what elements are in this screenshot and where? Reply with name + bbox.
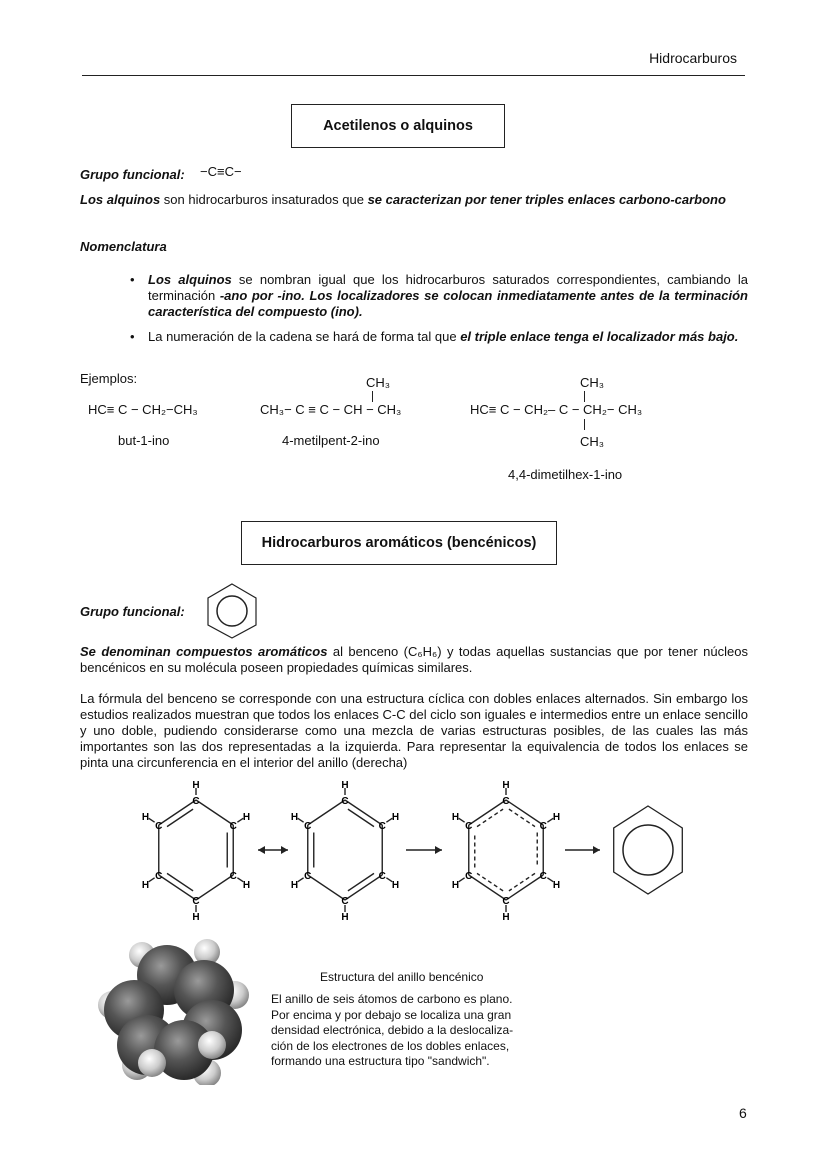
page-number: 6 xyxy=(739,1105,747,1121)
c-h-bond xyxy=(459,818,465,822)
hydrogen-atom-label: H xyxy=(242,812,251,824)
hydrogen-atom-label: H xyxy=(341,780,349,791)
bullet-icon: • xyxy=(130,272,135,287)
bond-line xyxy=(469,875,506,900)
hydrogen-atom-label: H xyxy=(192,780,200,791)
hydrogen-atom-label: H xyxy=(451,879,460,891)
emphasis: se caracterizan por tener triples enlaces carbono-carbono xyxy=(367,192,726,207)
arrowhead xyxy=(281,846,288,854)
bond-line xyxy=(584,419,585,430)
carbon-atom-label: C xyxy=(229,821,237,832)
bond-line xyxy=(308,800,345,825)
hydrogen-atom-label: H xyxy=(141,879,150,891)
figure-description xyxy=(271,992,513,1070)
carbon-atom-label: C xyxy=(341,796,349,807)
alquinos-definition xyxy=(80,192,748,208)
example-2-formula: CH₃− C ≡ C − CH − CH₃ xyxy=(260,402,402,417)
carbon-atom-label: C xyxy=(539,821,547,832)
hydrogen-atom-label: H xyxy=(141,812,150,824)
bond-line xyxy=(506,875,543,900)
description-line: Por encima y por debajo se localiza una gran xyxy=(271,1007,512,1022)
bond-line xyxy=(506,800,543,825)
emphasis: Los alquinos xyxy=(80,192,161,207)
carbon-atom-label: C xyxy=(155,821,163,832)
benzene-resonance-diagram xyxy=(0,775,828,935)
carbon-atom-label: C xyxy=(155,871,163,882)
c-h-bond xyxy=(298,818,304,822)
hydrogen-atom-label: H xyxy=(290,812,299,824)
carbon-atom-label: C xyxy=(378,821,386,832)
inner-bond-line xyxy=(348,873,374,891)
carbon-atom-label: C xyxy=(304,871,312,882)
carbon-atom-label: C xyxy=(192,896,200,907)
carbon-atom-label: C xyxy=(304,821,312,832)
carbon-atom-label: C xyxy=(378,871,386,882)
example-3-branch-bottom: CH₃ xyxy=(580,434,605,449)
example-1-name: but-1-ino xyxy=(118,433,170,448)
description-line: ción de los electrones de los dobles enlaces, xyxy=(271,1038,510,1053)
bond-line xyxy=(345,800,382,825)
hydrogen-atom-label: H xyxy=(502,780,510,791)
arrowhead xyxy=(593,846,600,854)
header-rule xyxy=(82,75,745,76)
emphasis: Los alquinos xyxy=(148,272,232,287)
running-header: Hidrocarburos xyxy=(649,50,737,66)
hydrogen-atom-label: H xyxy=(242,879,251,891)
example-3-name: 4,4-dimetilhex-1-ino xyxy=(508,467,623,482)
hydrogen-atom-label: H xyxy=(290,879,299,891)
figure-caption: Estructura del anillo bencénico xyxy=(320,970,484,984)
inner-bond-line xyxy=(477,873,503,891)
bond-line xyxy=(584,391,585,402)
hydrogen-atom-label: H xyxy=(502,912,510,923)
grupo-funcional-label: Grupo funcional: xyxy=(80,167,185,182)
carbon-atom-label: C xyxy=(465,821,473,832)
ejemplos-label: Ejemplos: xyxy=(80,371,138,386)
aromatic-circle xyxy=(623,825,673,875)
text: La numeración de la cadena se hará de forma tal que xyxy=(148,329,461,344)
emphasis: Se denominan compuestos aromáticos xyxy=(80,644,328,659)
bond-line xyxy=(196,800,233,825)
bond-line xyxy=(345,875,382,900)
c-h-bond xyxy=(298,878,304,882)
bond-line xyxy=(469,800,506,825)
benzene-space-filling-model xyxy=(92,935,257,1085)
carbon-atom-label: C xyxy=(502,896,510,907)
c-h-bond xyxy=(149,878,155,882)
text: se nombran igual que los hidrocarburos saturados correspondientes, cambiando la terminación xyxy=(148,272,749,303)
hydrogen-atom-label: H xyxy=(341,912,349,923)
carbon-atom-label: C xyxy=(229,871,237,882)
carbon-atom-label: C xyxy=(502,796,510,807)
bond-line xyxy=(308,875,345,900)
inner-bond-line xyxy=(509,809,535,827)
c-h-bond xyxy=(459,878,465,882)
example-3-branch-top: CH₃ xyxy=(580,375,605,390)
carbon-atom-label: C xyxy=(192,796,200,807)
example-1-formula: HC≡ C − CH₂−CH₃ xyxy=(88,402,198,417)
c-h-bond xyxy=(149,818,155,822)
text: son hidrocarburos insaturados que xyxy=(160,192,368,207)
emphasis: -ano por -ino. Los localizadores se colocan inmediatamente antes de la terminación característica del compuesto (ino). xyxy=(148,288,748,319)
grupo-funcional-label: Grupo funcional: xyxy=(80,604,185,619)
bond-line xyxy=(159,800,196,825)
inner-bond-line xyxy=(167,809,193,827)
carbon-atom-label: C xyxy=(539,871,547,882)
description-line: formando una estructura tipo "sandwich". xyxy=(271,1054,490,1068)
nomenclatura-heading: Nomenclatura xyxy=(80,239,167,254)
inner-bond-line xyxy=(509,873,535,891)
benceno-paragraph: La fórmula del benceno se corresponde con una estructura cíclica con dobles enlaces alternados. Sin embargo los estudios realizados muestran que todos los enlaces C-C del ciclo son iguales e intermedios entre un enlace sencillo y uno doble, pudiendo considerarse como una mezcla de varias estructuras posibles, de las cuales las más importantes son las dos representadas a la izquierda. Para representar la equivalencia de todos los enlaces se pinta una circunferencia en el interior del anillo (derecha) xyxy=(80,691,748,770)
section-title-alquinos: Acetilenos o alquinos xyxy=(291,104,505,148)
hydrogen-atom-label: H xyxy=(391,812,400,824)
grupo-funcional-formula: −C≡C− xyxy=(200,164,242,179)
description-line: densidad electrónica, debido a la deslocaliza- xyxy=(271,1023,514,1037)
example-3-formula: HC≡ C − CH₂– C − CH₂− CH₃ xyxy=(470,402,643,417)
hydrogen-atom-label: H xyxy=(552,812,561,824)
hydrogen-atom-label: H xyxy=(552,879,561,891)
aromaticos-definition xyxy=(80,644,748,676)
arrowhead xyxy=(435,846,442,854)
bond-line xyxy=(196,875,233,900)
emphasis: el triple enlace tenga el localizador más bajo. xyxy=(460,329,739,344)
arrowhead xyxy=(258,846,265,854)
bond-line xyxy=(372,391,373,402)
carbon-atom-label: C xyxy=(341,896,349,907)
carbon-atom-label: C xyxy=(465,871,473,882)
inner-bond-line xyxy=(477,809,503,827)
hydrogen-atom-label: H xyxy=(451,812,460,824)
section-title-aromaticos: Hidrocarburos aromáticos (bencénicos) xyxy=(241,521,557,565)
bullet-icon: • xyxy=(130,329,135,344)
text: al benceno (C₆H₆) y todas aquellas sustancias que por tener núcleos bencénicos en su molécula poseen propiedades químicas similares. xyxy=(80,644,748,675)
inner-bond-line xyxy=(167,873,193,891)
hydrogen-atom-label: H xyxy=(391,879,400,891)
benzene-hexagon xyxy=(614,806,683,894)
description-line: El anillo de seis átomos de carbono es plano. xyxy=(271,992,513,1006)
bullet-nomenclatura-1 xyxy=(148,272,748,320)
inner-bond-line xyxy=(348,809,374,827)
example-2-name: 4-metilpent-2-ino xyxy=(282,433,380,448)
bullet-nomenclatura-2 xyxy=(148,329,748,345)
benzene-ring-icon xyxy=(204,582,260,640)
bond-line xyxy=(159,875,196,900)
example-2-branch: CH₃ xyxy=(366,375,391,390)
hydrogen-atom-label: H xyxy=(192,912,200,923)
